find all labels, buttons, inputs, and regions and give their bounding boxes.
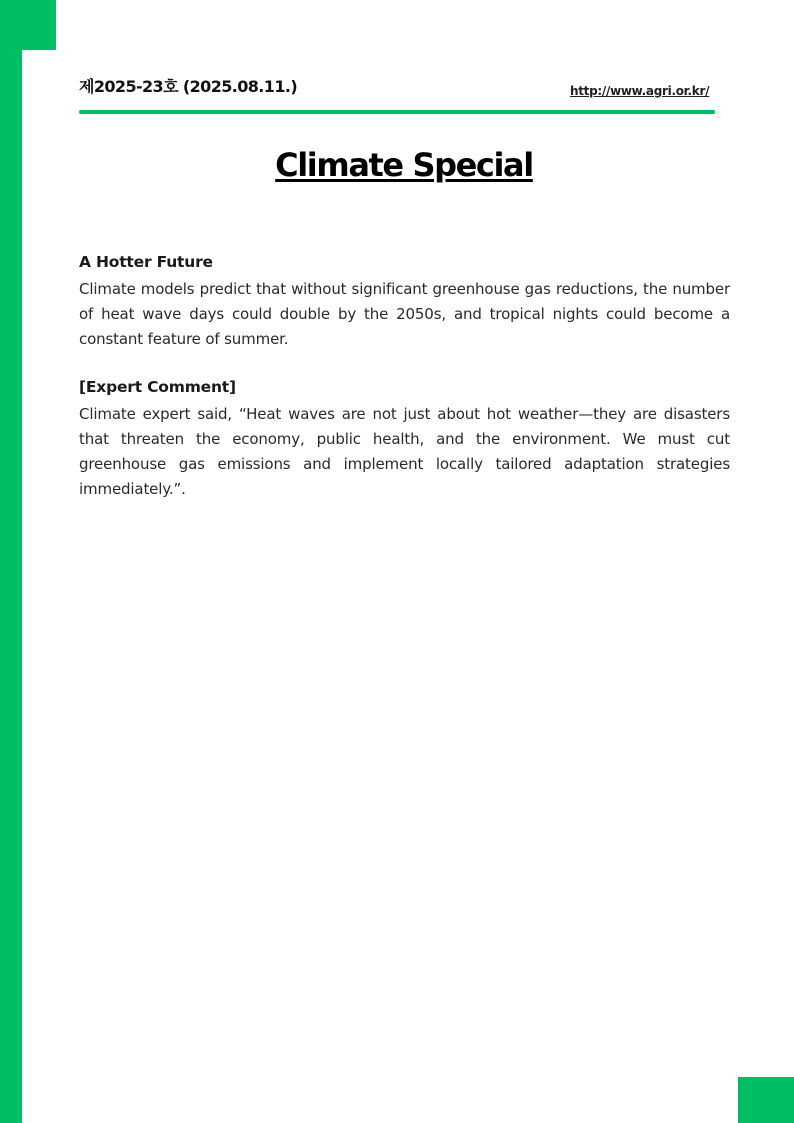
header-divider [79, 110, 715, 114]
section-body: Climate expert said, “Heat waves are not just about hot weather—they are disasters that threaten the economy, public health, and the environment. We must cut greenhouse gas emissions and implement locally tailored adaptation strategies immediately.”. [79, 405, 730, 498]
section-body: Climate models predict that without significant greenhouse gas reductions, the number of heat wave days could double by the 2050s, and tropical nights could become a constant feature of summer. [79, 280, 730, 348]
top-corner-block [0, 0, 56, 50]
issue-number: 제2025-23호 (2025.08.11.) [79, 77, 298, 96]
section-heading: [Expert Comment] [79, 378, 236, 396]
bottom-corner-block [738, 1077, 794, 1123]
section-hotter-future [79, 252, 730, 352]
page-title: Climate Special [275, 146, 533, 184]
website-link[interactable]: http://www.agri.or.kr/ [570, 84, 710, 98]
section-expert-comment [79, 377, 730, 502]
section-heading: A Hotter Future [79, 253, 213, 271]
